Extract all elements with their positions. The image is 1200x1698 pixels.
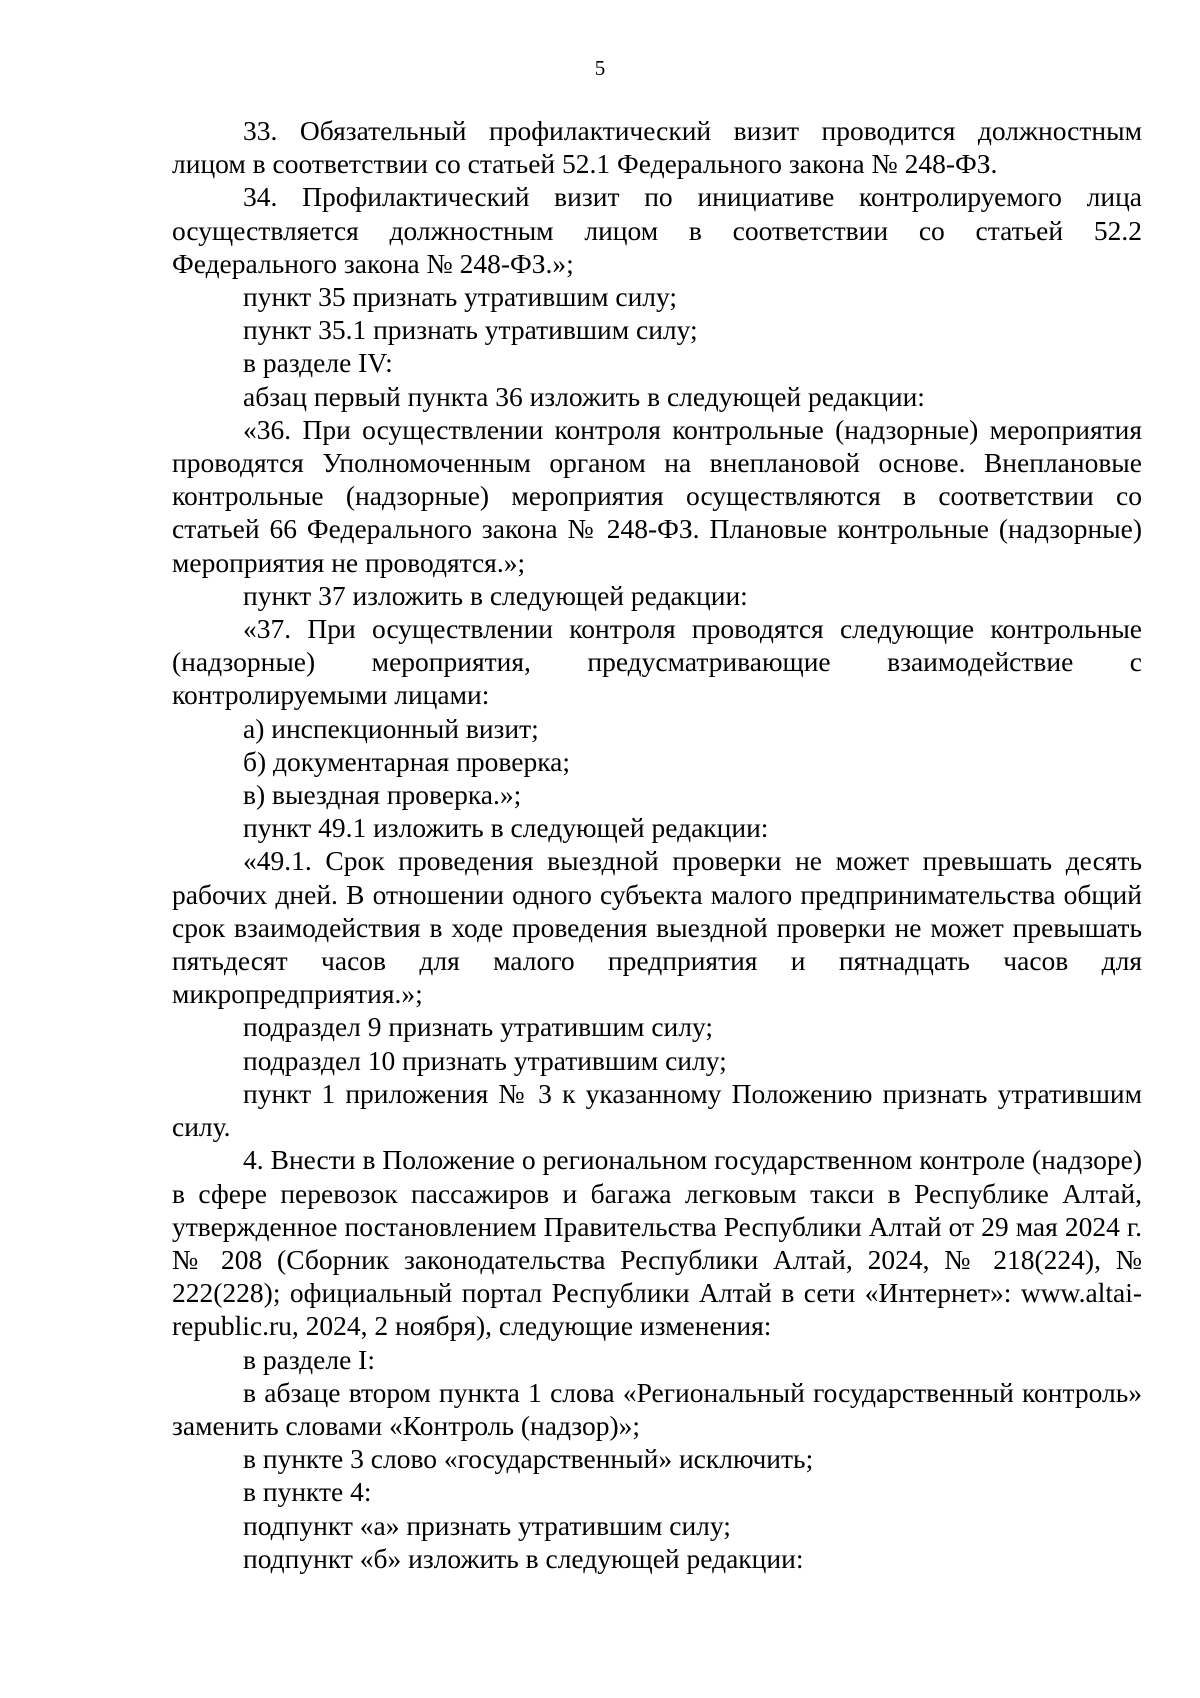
paragraph-clause-37-intro: пункт 37 изложить в следующей редакции: <box>243 579 748 611</box>
list-item-v: в) выездная проверка.»; <box>243 779 522 811</box>
paragraph-clause-1-amendment: в абзаце втором пункта 1 слова «Региональный государственный контроль» заменить словами «Контроль (надзор)»; <box>172 1376 1142 1441</box>
paragraph-clause-3-amendment: в пункте 3 слово «государственный» исключить; <box>243 1443 814 1475</box>
paragraph-appendix-3-repeal: пункт 1 приложения № 3 к указанному Положению признать утратившим силу. <box>172 1077 1142 1143</box>
paragraph-item-34: 34. Профилактический визит по инициативе контролируемого лица осуществляется должностным лицом в соответствии со статьей 52.2 Федерального закона № 248-ФЗ.»; <box>172 181 1142 279</box>
document-body <box>172 114 1142 1575</box>
paragraph-clause-35-repeal: пункт 35 признать утратившим силу; <box>243 281 678 313</box>
paragraph-clause-49-1-intro: пункт 49.1 изложить в следующей редакции: <box>243 812 769 844</box>
paragraph-subclause-a-repeal: подпункт «а» признать утратившим силу; <box>243 1509 731 1541</box>
paragraph-item-33: 33. Обязательный профилактический визит проводится должностным лицом в соответствии со статьей 52.1 Федерального закона № 248-ФЗ. <box>172 115 1142 180</box>
paragraph-section-i: в разделе I: <box>243 1343 375 1375</box>
paragraph-clause-4: в пункте 4: <box>243 1476 372 1508</box>
list-item-a: а) инспекционный визит; <box>243 712 539 744</box>
paragraph-item-37: «37. При осуществлении контроля проводятся следующие контрольные (надзорные) мероприятия, предусматривающие взаимодействие с контролируемыми лицами: <box>172 613 1142 711</box>
paragraph-subclause-b-intro: подпункт «б» изложить в следующей редакции: <box>243 1542 804 1574</box>
list-item-b: б) документарная проверка; <box>243 745 570 777</box>
page-number: 5 <box>594 56 606 80</box>
paragraph-clause-36-intro: абзац первый пункта 36 изложить в следующей редакции: <box>243 380 925 412</box>
paragraph-clause-35-1-repeal: пункт 35.1 признать утратившим силу; <box>243 314 698 346</box>
paragraph-subsection-10-repeal: подраздел 10 признать утратившим силу; <box>243 1044 727 1076</box>
paragraph-item-36: «36. При осуществлении контроля контрольные (надзорные) мероприятия проводятся Уполномоченным органом на внеплановой основе. Внеплановые контрольные (надзорные) мероприятия осуществляются в соответствии со статьей 66 Федерального закона № 248-ФЗ. Плановые контрольные (надзорные) мероприятия не проводятся.»; <box>172 413 1142 578</box>
paragraph-item-4: 4. Внести в Положение о региональном государственном контроле (надзоре) в сфере перевозок пассажиров и багажа легковым такси в Республике Алтай, утвержденное постановлением Правительства Республики Алтай от 29 мая 2024 г. № 208 (Сборник законодательства Республики Алтай, 2024, № 218(224), № 222(228); официальный портал Республики Алтай в сети «Интернет»: www.altai-republic.ru, 2024, 2 ноября), следующие изменения: <box>172 1144 1142 1342</box>
paragraph-item-49-1: «49.1. Срок проведения выездной проверки не может превышать десять рабочих дней. В отношении одного субъекта малого предпринимательства общий срок взаимодействия в ходе проведения выездной проверки не может превышать пятьдесят часов для малого предприятия и пятнадцать часов для микропредприятия.»; <box>172 845 1142 1010</box>
paragraph-subsection-9-repeal: подраздел 9 признать утратившим силу; <box>243 1011 714 1043</box>
paragraph-section-iv: в разделе IV: <box>243 347 393 379</box>
